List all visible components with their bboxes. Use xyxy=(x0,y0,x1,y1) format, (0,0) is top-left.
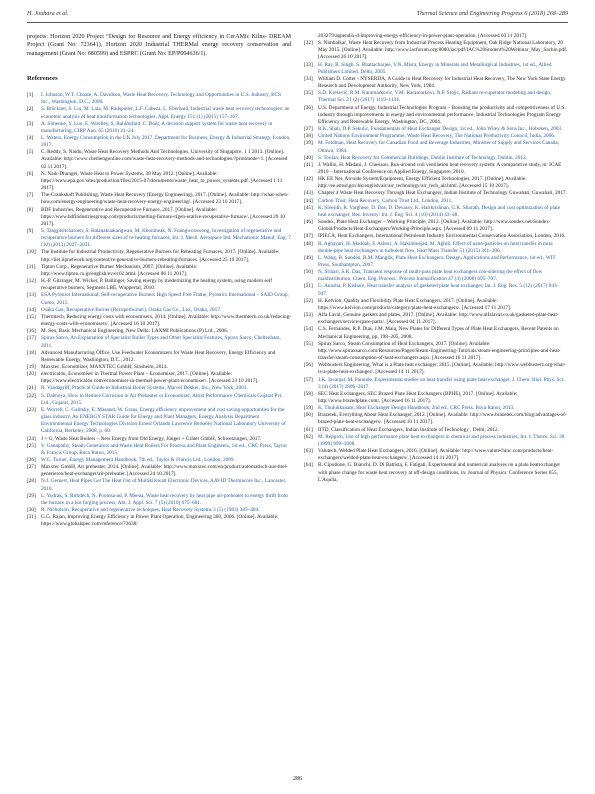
reference-item xyxy=(304,126,568,133)
reference-number: [34] xyxy=(304,75,313,82)
reference-text: H. Kelvion, Quality and Flexibility Plate Heat Exchangers, 2017. [Online]. Available: https://www.kelvion.com/products/category/plate-heat-exchangers/. [Accessed 17 11 2017]. xyxy=(318,297,512,311)
reference-text: G.G. Rajan, Improving Energy Efficiency in Power Plant Operation, Engineering 360, 2006. [Online]. Available: https://www.globalspec.com/reference/73638/ xyxy=(41,514,279,528)
reference-text: IPIECA, Heat Exchangers, International Petroleum Industry Environmental Conservation Association, London, 2016. xyxy=(318,233,566,240)
reference-link[interactable]: M. Feldman, Heat Recovery for Canadian Food and Beverage Industries, Minister of Supply and Services Canada, Ottawa, 1984. xyxy=(318,140,560,154)
reference-text: S. Nimbalkar, Waste Heat Recovery from Industrial Process Heating Equipment, Oak Ridge National Laboratory, 20 May 2015. [Online]. Available: http://www.iacforum.org:8080/iac/pdf/IAC%20Student%20Webinar_May_Sachin.pdf. [Accessed 26 10 2017]. xyxy=(318,40,568,61)
reference-link[interactable]: ESA Pyronics International, Self-recuperative Burners High Speed Free Flame, Pyronics International – SAID Group, Gumo, 2015. xyxy=(41,292,289,306)
header-journal: Thermal Science and Engineering Progress 6 (2018) 268–289 xyxy=(416,11,568,17)
reference-number: [10] xyxy=(27,249,36,256)
reference-number: [35] xyxy=(304,90,313,97)
reference-number: [47] xyxy=(304,233,313,240)
reference-link[interactable]: M. Reppich, Use of high performance plate heat exchangers in chemical and process industries, Int. J. Therm. Sci. 38 (1999) 999–1008. xyxy=(318,433,565,447)
reference-item xyxy=(27,493,291,507)
reference-number: [8] xyxy=(27,206,34,213)
reference-item xyxy=(27,514,291,528)
reference-item xyxy=(304,140,568,154)
reference-number: [46] xyxy=(304,219,313,226)
reference-text: Maxxtec, Economizer, MAXXTEC GmbH, Sinsheim, 2014. xyxy=(41,363,168,370)
reference-number: [3] xyxy=(27,120,34,127)
reference-item xyxy=(27,149,291,170)
reference-item xyxy=(27,92,291,106)
reference-link[interactable]: S. Dabhoya, How to Reduce Corrosion in Air Preheater or Economizer, Altret Performance Chemicals Gujarat Pvt. Ltd., Gujarat, 2015. xyxy=(41,392,283,406)
reference-item xyxy=(304,412,568,426)
reference-number: [40] xyxy=(304,154,313,161)
reference-number: [51] xyxy=(304,283,313,290)
reference-link[interactable]: W.C. Turner, Energy Management Handbook, 7th ed., Taylor & Francis Ltd., London, 2009. xyxy=(41,457,235,464)
reference-number: [62] xyxy=(304,433,313,440)
reference-number: [37] xyxy=(304,126,313,133)
reference-item xyxy=(27,436,291,443)
reference-link[interactable]: S.D. Krešević, R.M. Karamarkovic, V.M. Karamarkovi, N.P. Stojic, Radiant re-cuperator modeling and design, Thermal Sci. 21 (2) (2017) 1119–1134. xyxy=(318,90,552,104)
reference-list-right xyxy=(304,40,568,484)
reference-item xyxy=(27,192,291,206)
reference-item xyxy=(304,448,568,462)
reference-item xyxy=(304,190,568,197)
reference-text: Valutech, Welded Plate Heat Exchangers, 2016. [Online]. Available: http://www.valutechinc.com/products/heat-exchangers/welded-plate-heat-exchangers/. [Accessed 14 11 2017]. xyxy=(318,448,554,462)
reference-number: [44] xyxy=(304,197,313,204)
reference-text: Alfa Laval, Genuine gaskets and plates, 2017. [Online]. Available: http://www.alfalaval.co.uk/gasketed-plate-heat-exchangers/service/spare-parts/. [Accessed 04 11 2017]. xyxy=(318,312,559,326)
reference-number: [33] xyxy=(304,61,313,68)
reference-item xyxy=(304,326,568,340)
reference-item xyxy=(304,62,568,76)
reference-item xyxy=(304,269,568,283)
reference-item xyxy=(304,341,568,362)
reference-item xyxy=(304,76,568,90)
reference-link[interactable]: E. Worrell, C. Galitsky, E. Masanet, W. Graus, Energy efficiency improvement and cost saving opportunities for the glass industry, An ENERGY STAR Guide for Energy and Plant Managers, Energy Analysis Department Environmental Energy Technologies Division Ernest Orlando Lawrence Berkeley National Laboratory University of California, Berkeley, 2008, p. 60. xyxy=(41,406,286,435)
reference-item xyxy=(27,106,291,120)
reference-list-left xyxy=(27,92,291,529)
reference-item xyxy=(304,155,568,162)
reference-item xyxy=(27,171,291,192)
reference-item xyxy=(304,362,568,376)
reference-number: [24] xyxy=(27,435,36,442)
reference-item xyxy=(304,40,568,61)
reference-link[interactable]: A. Simeone, Y. Luo, E. Woolley, S. Rahimifard, C. Boër, A decision support system for waste heat recovery in manufacturing, CIRP Ann. 65 (2016) 21–24. xyxy=(41,120,273,134)
reference-link[interactable]: Osaka Gas, Recuperative Burner (Recuperburner), Osaka Gas Co., Ltd., Osaka, 2017. xyxy=(41,306,222,313)
reference-text: Brazetek, Everything About Heat Exchanger, 2012. [Online]. Available: http://www.brazetek.com/blog/advantages-of-brazed-plate-heat-exchangers/. [Accessed 10 11 2017]. xyxy=(318,412,567,426)
reference-text: Sondex, Plate Heat Exchanger – Working Principle, 2012. [Online]. Available: http://www.sondex.net/Sondex-Global/Products/Heat-Exchangers/Working-Principle.aspx. [Accessed 09 11 2017]. xyxy=(318,219,551,233)
reference-item xyxy=(304,391,568,405)
reference-item xyxy=(304,219,568,233)
reference-item xyxy=(304,90,568,104)
reference-number: [15] xyxy=(27,313,36,320)
reference-number: [43] xyxy=(304,190,313,197)
reference-link[interactable]: S. Tangjitsitcharoen, S. Ratanakuakangwan, M. Khonmeak, N. Fuangworawong, Investigation of regenerative and recuperative burners for different sizes of re-heating furnaces, Int. J. Mech. Aerospace Ind. Mechatronic Manuf. Eng. 7 (10) (2013) 2027–2031. xyxy=(41,228,291,249)
reference-item xyxy=(304,176,568,190)
reference-item xyxy=(304,233,568,240)
reference-number: [53] xyxy=(304,312,313,319)
reference-text: J. Wallin, H. Madani, J. Claesson, Run-around coil ventilation heat recovery system: A comparative study, in: ICAE 2010 – International Conference on Applied Energy, Singapore, 2010. xyxy=(318,161,562,175)
reference-link[interactable]: G. Anusha, P. Kishore, Heat transfer analysis of gasketed plate heat exchanger, Int. J. Eng. Res. 5 (12) (2017) 943–947. xyxy=(318,283,560,297)
reference-number: [52] xyxy=(304,297,313,304)
reference-link[interactable]: H. Ray, B. Singh, S. Bhattacharjee, V.N. Misra, Energy in Minerals and Metallurgical Industries, 1st ed., Allied Publishers Limited, Delhi, 2005. xyxy=(318,61,552,75)
reference-text: Maxxtec GmbH, Air preheater, 2014. [Online]. Available: http://www.maxxtec.com/en/product/automatisch-aus-titel-generieren/heat-exchanger/air-preheater. [Accessed 24 10 2017]. xyxy=(41,464,288,478)
reference-link[interactable]: L. Waters, Energy Consumption in the UK July 2017, Department for Business, Energy & Industrial Strategy, London, 2017. xyxy=(41,134,291,149)
reference-link[interactable]: Spirax Sarco, An Explanation of Specialist Boiler Types and Other Specialist Features, Spirax Sarco, Cheltenham, 2011. xyxy=(41,335,281,349)
reference-item xyxy=(27,135,291,149)
reference-number: [22] xyxy=(27,392,36,399)
reference-link[interactable]: N. Srihari, S.K. Das, Transient response of multi-pass plate heat exchangers con-sidering the effect of flow maldistribution, Chem. Eng. Process.: Process Intensification 47 (4) (2008) 695–707. xyxy=(318,269,543,283)
reference-number: [42] xyxy=(304,176,313,183)
reference-number: [17] xyxy=(27,335,36,342)
reference-text: U.S. Department of Energy, Industrial Technologies Program – Boosting the productivity and competitiveness of U.S. industry through improvements in energy and environmental performance, Industrial Technologies Program Energy Efficiency and Renewable Energy, Washington, DC, 2004. xyxy=(318,104,566,125)
reference-link[interactable]: R. Aghayari, H. Maddah, F. Ashori, A. Hakiminejad, M. Aghili, Effect of nano-particles on heat transfer in mini double-pipe heat exchangers in turbulent flow, Heat Mass Transfer 51 (2015) 301–306. xyxy=(318,240,553,254)
reference-item xyxy=(27,249,291,263)
reference-item xyxy=(304,434,568,448)
reference-number: [11] xyxy=(27,263,36,270)
reference-link[interactable]: R.K. Shah, D.P. Sekulic, Fundamentals of Heat Exchanger Design, 1st ed., John Wiley & Sons Inc., Hoboken, 2003. xyxy=(318,126,563,133)
reference-number: [12] xyxy=(27,278,36,285)
reference-link[interactable]: V. Ganapathy, Steam Generators and Waste Heat Boilers For Process and Plant Engineers, 1st ed., CRC Press, Taylor & Francis Group, Boca Raton, 2015. xyxy=(41,442,288,456)
reference-item xyxy=(27,207,291,228)
reference-link[interactable]: J.K. Javanjal, M. Parande, Experimental studies on heat transfer using plate heat exchanger, J. Chem. Biol. Phys. Sci. 3 (4) (2017) 2806–2817. xyxy=(318,376,565,390)
reference-item xyxy=(27,457,291,464)
reference-text: SEC Heat Exchangers, SEC Brazed Plate Heat Exchangers (BPHE), 2017. [Online]. Available: http://www.brazedplate.com/. [Accessed 16 11 2017]. xyxy=(318,390,518,404)
reference-number: [64] xyxy=(304,462,313,469)
reference-item xyxy=(304,255,568,269)
reference-link[interactable]: N.J. Gernert, Heat Pipes Get The Heat Out of Multikilowatt Electronic Devices, AAVID Thermacore Inc., Lancaster, 2010. xyxy=(41,478,287,492)
reference-number: [32] xyxy=(304,40,313,47)
reference-item xyxy=(304,205,568,219)
reference-item xyxy=(304,377,568,391)
reference-number: [56] xyxy=(304,362,313,369)
reference-item xyxy=(304,462,568,483)
reference-text: BDF Industries, Regenerative and Recuperative Furnace, 2017. [Online]. Available: https://www.bdfindustriesgroup.com/products/melting-furnace-rigen-erative-recuperative-furnace/. [Accessed 29 10 2017]. xyxy=(41,206,285,227)
reference-text: electrical4u, Economiser in Thermal Power Plant – Economiser, 2017. [Online]. Available: https://www.electrical4u.com/economiser-in-thermal-power-plant-economiser/. [Accessed 23 10 2017]. xyxy=(41,371,259,385)
reference-item xyxy=(27,350,291,364)
reference-number: [30] xyxy=(27,507,36,514)
reference-item xyxy=(27,264,291,278)
reference-text: Chapter 4 Waste Heat Recovery Through Heat Exchangers, Indian Institute of Technology Guwahati, Guwahati, 2017. xyxy=(318,190,567,197)
reference-number: [31] xyxy=(27,514,36,521)
reference-number: [21] xyxy=(27,385,36,392)
reference-number: [5] xyxy=(27,149,34,156)
reference-number: [18] xyxy=(27,349,36,356)
reference-text: N. Naik-Dhungel, Waste Heat to Power Systems, 30 May 2012. [Online]. Available: https://www.epa.gov/sites/production/files/2015-07/documents/waste_heat_to_power_systems.pdf. [Accessed 1 11 2017]. xyxy=(41,170,283,192)
reference-item xyxy=(27,364,291,371)
reference-link[interactable]: K. Thulukkanam, Heat Exchanger Design Handbook, 2nd ed., CRC Press, Boca Raton, 2013. xyxy=(318,405,515,412)
reference-item xyxy=(304,105,568,126)
reference-item xyxy=(304,198,568,205)
reference-text: Thermtech, Reducing energy costs with economisers, 2014. [Online]. Available: http://www.thermtech.co.uk/reducing-energy-costs-with-economisers/. [Accessed 16 10 2017]. xyxy=(41,313,291,328)
reference-text: William D. Cotter - NYSERDA, A Guide to Heat Recovery for Industrial Heat Recovery, The New York State Energy Research and Development Authority, New York, 1984. xyxy=(318,75,566,90)
reference-link[interactable]: R. Vandagriff, Practical Guide to Industrial Boiler Systems, Marcel Dekker, Inc., New York, 2001. xyxy=(41,385,248,392)
reference-link[interactable]: Carbon Trust, Heat Recovery, Carbon Trust Ltd., London, 2011. xyxy=(318,197,453,204)
reference-item xyxy=(304,298,568,312)
reference-number: [29] xyxy=(27,492,36,499)
reference-continuation: 203279/appendix-d-improving-energy-efficiency-in-power-plant-operation. [Accessed 03 11 2017]. xyxy=(318,33,528,39)
reference-item xyxy=(304,283,568,297)
reference-text: IITD, Classification of Heat Exchangers, Indian Institute of Technology , Delhi, 2012. xyxy=(318,426,499,433)
reference-item xyxy=(304,162,568,176)
reference-text: HK EE Net, Air-side System/Equipment, Energy Efficient Technologies, 2017. [Online]. Available: http://ee.emsd.gov.hk/english/air/air_technology/air_tech_air.html. [Accessed 15 10 2017]. xyxy=(318,176,527,190)
reference-item xyxy=(27,292,291,306)
reference-text: The Institute for Industrial Productivity, Regenerative Burners for Reheating Furnaces, 2017. [Online]. Available: http://iiet.iipnetwork.org/content/re-generative-burners-reheating-furnaces. [Accessed 25 10 2017]. xyxy=(41,249,280,263)
reference-number: [6] xyxy=(27,170,34,177)
page-number: 286 xyxy=(293,776,302,782)
reference-number: [28] xyxy=(27,478,36,485)
reference-number: [19] xyxy=(27,363,36,370)
reference-number: [36] xyxy=(304,104,313,111)
reference-item xyxy=(27,278,291,292)
references-heading: References xyxy=(27,74,58,82)
reference-number: [2] xyxy=(27,106,34,113)
reference-item xyxy=(27,443,291,457)
reference-number: [4] xyxy=(27,134,34,141)
reference-link[interactable]: R. Nicholson, Recuperative and regenerative techniques, Heat Recovery Systems 3 (5) (1983) 385–404. xyxy=(41,507,260,514)
header-rule xyxy=(27,22,568,23)
reference-number: [48] xyxy=(304,240,313,247)
reference-number: [7] xyxy=(27,192,34,199)
reference-text: H.-P. Gitzinger, M. Wicker, P. Ballinger, Saving energy by modernizing the heating system, using modern self recuperative burners, Segment LBE, Wuppertal, 2010. xyxy=(41,278,272,292)
header-authors: H. Jouhara et al. xyxy=(27,11,69,17)
acknowledgement-paragraph: projects: Horizon 2020 Project “Design for Resource and Energy efficiency in CerAMic Kilns- DREAM Project (Grant No: 723641), Horizon 2020 Industrial THERMal energy recovery conservation and management (Grant No: 680599) and ESPRC (Grant No: EP/P004636/1). xyxy=(27,34,291,57)
reference-number: [57] xyxy=(304,376,313,383)
reference-text: Advanced Manufacturing Office, Use Feedwater Economizers for Waste Heat Recovery, Energy Efficiency and Renewable Energy, Washington, D.C., 2012. xyxy=(41,349,276,363)
reference-number: [9] xyxy=(27,228,34,235)
reference-text: R. Cipollone, G. Bianchi, D. Di Battista, F. Fatigati, Experimental and numerical analyses on a plate heatexchanger with phase change for waste heat recovery at off-design conditions, in: Journal of Physics: Conference Series 655, L'Aquila, xyxy=(318,462,561,483)
reference-number: [39] xyxy=(304,140,313,147)
reference-text: J + G, Waste Heat Boilers – New Energy from Old Energy, Jünger + Gräter GmbH, Schwetzingen, 2017. xyxy=(41,435,262,442)
reference-item xyxy=(27,464,291,478)
reference-item xyxy=(27,407,291,436)
reference-item xyxy=(27,121,291,135)
reference-text: M. Sen, Basic Mechanical Engineering, New Delhi: LAXMI Publications (P) Ltd., 2006. xyxy=(41,328,229,335)
reference-link[interactable]: K. Sreejith, R. Varghese, D. Das, D. Devassy, K. Harikrishnan, G.K. Sharath, Design and cost optimization of plate heat exchanger, Res. Inventy: Int. J. Eng. Sci. 4 (10) (2014) 43–48. xyxy=(318,204,561,218)
reference-item xyxy=(304,427,568,434)
reference-text: The-Crankshaft Publishing, Waste Heat Recovery (Energy Engineering), 2017. [Online]. Available: http://what-when-how.com/energy-engineering/waste-heat-recovery-energy-engineering/. [Accessed 23 10 2017]. xyxy=(41,192,289,206)
reference-number: [23] xyxy=(27,406,36,413)
reference-number: [13] xyxy=(27,292,36,299)
reference-text: Webbusterz Engineering, What is a Plate heat exchanger, 2015. [Online]. Available: http://www.webbusterz.org/what-is-a-plate-heat-exchanger/. [Accessed 14 11 2017]. xyxy=(318,362,566,376)
reference-text: Spirax Sarco, Steam Consumption of Heat Exchangers, 2017. [Online]. Available: http://www.spiraxsarco.com/Resources/Pages/Steam-Engineering-Tutorials/steam-engineering-principles-and-heat-transfer/steam-consumption-of-heat-exchangers.aspx. [Accessed 16 11 2017]. xyxy=(318,340,561,362)
reference-number: [60] xyxy=(304,412,313,419)
reference-number: [49] xyxy=(304,254,313,261)
reference-number: [61] xyxy=(304,426,313,433)
reference-number: [16] xyxy=(27,328,36,335)
reference-number: [14] xyxy=(27,306,36,313)
reference-number: [50] xyxy=(304,269,313,276)
reference-number: [20] xyxy=(27,371,36,378)
reference-link[interactable]: L. Wang, B. Sundén, R.M. Manglik, Plate Heat Exchangers: Design, Applications and Performance, 1st ed., WIT Press, Southampton, 2007. xyxy=(318,254,556,268)
reference-item xyxy=(27,478,291,492)
reference-number: [45] xyxy=(304,204,313,211)
reference-link[interactable]: L. Yodrak, S. Rittidech, N. Poomsa-ad, P. Meena, Waste heat recovery by heat pipe air-preheater to energy thrift from the furnace in a hot forging process, Am. J. Appl. Sci. 7 (5) (2010) 675–681. xyxy=(41,492,288,506)
running-header xyxy=(27,11,568,21)
reference-number: [63] xyxy=(304,448,313,455)
reference-number: [25] xyxy=(27,442,36,449)
reference-number: [1] xyxy=(27,92,34,99)
reference-text: C.S. Fernandes, R.P. Dias, J.M. Maia, New Plates for Different Types of Plate Heat Exchangers, Recent Patents on Mechanical Engineering, pp. 198–205, 2008. xyxy=(318,326,559,340)
reference-number: [26] xyxy=(27,457,36,464)
reference-link[interactable]: I. Johnson, W.T. Choate, A. Davidson, Waste Heat Recovery. Technology and Opportunities in U.S. Industry, BCS Inc., Washington, D.C., 2008. xyxy=(41,92,282,106)
reference-number: [54] xyxy=(304,326,313,333)
reference-number: [58] xyxy=(304,390,313,397)
reference-item xyxy=(27,371,291,385)
reference-item xyxy=(27,335,291,349)
reference-text: Tipton Corp., Regenerative Burner Mechanism, 2007. [Online]. Available: http://www.tipton.co.jp/english/ev/ec02.html. [Accessed 06 11 2017]. xyxy=(41,263,198,277)
reference-item xyxy=(304,312,568,326)
reference-item xyxy=(27,385,291,392)
reference-item xyxy=(27,307,291,314)
reference-link[interactable]: S. Brückner, S. Liu, M. Laia, M. Radspieler, L.F. Cabeza, L. Eberhard, Industrial waste heat recovery technologies: an economic analysis of heat transformation technologies, Appl. Energy 151 (1) (2015) 157–167. xyxy=(41,106,290,120)
reference-number: [41] xyxy=(304,161,313,168)
reference-number: [38] xyxy=(304,133,313,140)
reference-link[interactable]: United Nations Environment Programme, Waste Heat Recovery, The National Productivity Council, India, 2006. xyxy=(318,133,556,140)
right-column xyxy=(304,33,568,484)
reference-number: [55] xyxy=(304,340,313,347)
reference-item xyxy=(304,241,568,255)
reference-link[interactable]: S. Toolan, Heat Recovery for Commercial Buildings, Dublin Institute of Technology, Dublin, 2012. xyxy=(318,154,527,161)
reference-item xyxy=(27,228,291,249)
reference-number: [59] xyxy=(304,405,313,412)
reference-text: C. Reddy, S. Naidu, Waste Heat Recovery Methods And Technologies, University of Singapore, 1 1 2013. [Online]. Available: http://www.chemengonline.com/waste-heat-recovery-methods-and-technologies/?printmode=1. [Accessed 02 11 2017]. xyxy=(41,149,288,170)
reference-item xyxy=(27,393,291,407)
reference-number: [27] xyxy=(27,464,36,471)
left-column xyxy=(27,33,291,529)
reference-item xyxy=(27,314,291,328)
